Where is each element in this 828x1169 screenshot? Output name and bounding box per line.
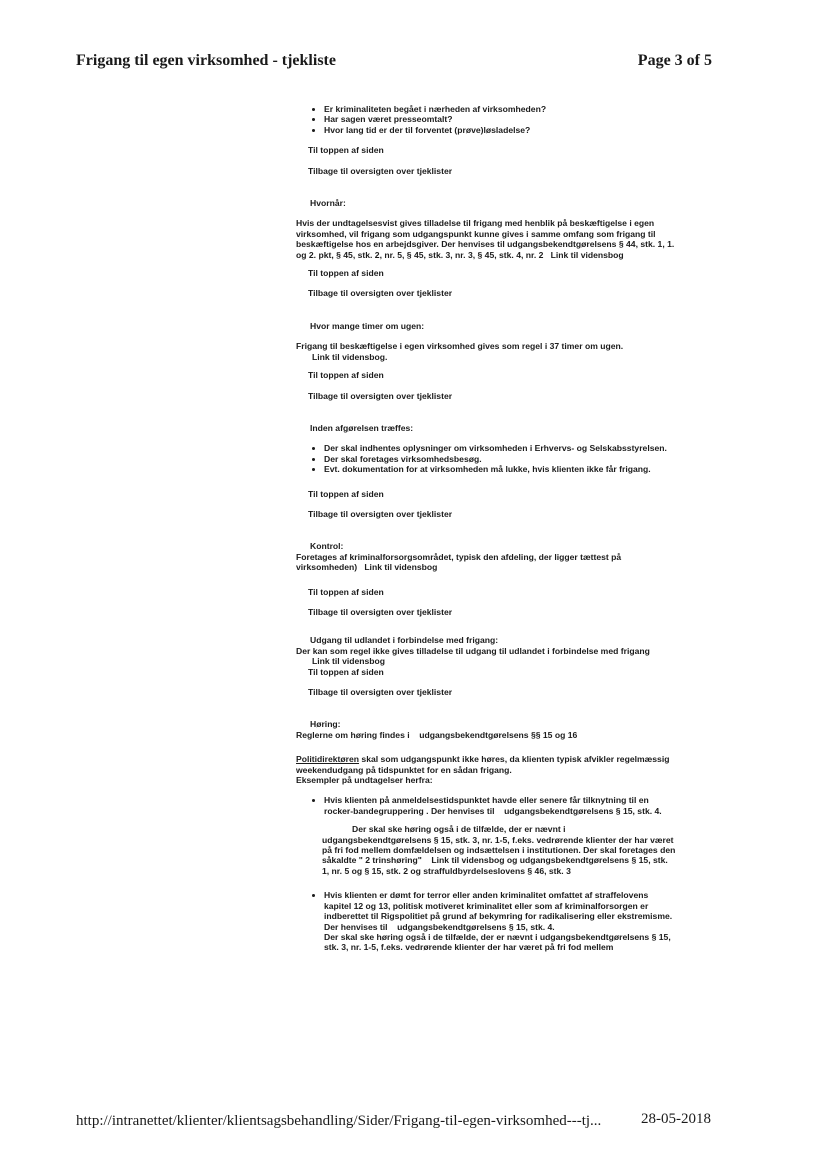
horing-text	[296, 730, 676, 740]
vidensbog-link[interactable]: Link til vidensbog	[364, 562, 438, 573]
hvornaar-text	[296, 218, 676, 260]
nav-top-link[interactable]: Til toppen af siden	[308, 268, 384, 279]
udgang-text: Der kan som regel ikke gives tilladelse til udgang til udlandet i forbindelse med frigang	[296, 645, 650, 656]
list-item: • Evt. dokumentation for at virksomheden må lukke, hvis klienten ikke får frigang.	[324, 464, 676, 474]
nav-back-link[interactable]: Tilbage til oversigten over tjeklister	[308, 390, 453, 401]
example-2-sub: Der skal ske høring også i de tilfælde, der er nævnt i udgangsbekendtgørelsens § 15, stk. 3, nr. 1-5, f.eks. vedrørende klienter der har været på fri fod mellem	[324, 931, 671, 953]
intro-bullet-list	[310, 104, 676, 135]
list-item: • Der skal indhentes oplysninger om virksomheden i Erhvervs- og Selskabsstyrelsen.	[324, 443, 676, 453]
example-2-text: Hvis klienten er dømt for terror eller anden kriminalitet omfattet af straffelovens kapitel 12 og 13, politisk motiveret kriminalitet eller som af kriminalforsorgen er indberettet til Rigspolitiet på grund af bekymring for radikalisering eller ekstremisme. Der henvises til	[324, 890, 673, 932]
list-item	[324, 795, 676, 876]
document-body	[296, 104, 676, 953]
nav-back-link[interactable]: Tilbage til oversigten over tjeklister	[308, 606, 453, 617]
inden-bullet-list	[310, 443, 676, 474]
example-1-text: Hvis klienten på anmeldelsestidspunktet havde eller senere får tilknytning til en rocker-bandegruppering . Der henvises til	[324, 795, 649, 816]
page-number: Page 3 of 5	[637, 52, 712, 69]
example-1-ref: udgangsbekendtgørelsens § 15, stk. 4.	[504, 805, 662, 816]
politi-paragraph	[296, 754, 676, 775]
section-heading-inden: Inden afgørelsen træffes:	[310, 422, 414, 433]
footer-date: 28-05-2018	[641, 1111, 711, 1127]
example-1-sub	[322, 824, 676, 876]
nav-back-link[interactable]: Tilbage til oversigten over tjeklister	[308, 288, 453, 299]
example-1-sub-refs: udgangsbekendtgørelsens § 15, stk. 1, nr. 5 og § 15, stk. 2 og straffuldbyrdelseslovens § 46, stk. 3	[322, 855, 668, 876]
example-2-ref: udgangsbekendtgørelsens § 15, stk. 4.	[397, 921, 555, 932]
horing-ref: udgangsbekendtgørelsens §§ 15 og 16	[419, 729, 578, 740]
section-heading-timer: Hvor mange timer om ugen:	[310, 320, 425, 331]
section-heading-hvornaar: Hvornår:	[310, 198, 346, 209]
list-item: • Er kriminaliteten begået i nærheden af virksomheden?	[324, 104, 676, 114]
nav-back-link[interactable]: Tilbage til oversigten over tjeklister	[308, 165, 453, 176]
examples-list	[310, 795, 676, 952]
section-heading-horing: Høring:	[310, 719, 341, 730]
politidirektoeren-link[interactable]: Politidirektøren	[296, 754, 360, 765]
politi-text: skal som udgangspunkt ikke høres, da klienten typisk afvikler regelmæssig weekendudgang på tidspunktet for en sådan frigang.	[296, 754, 670, 775]
section-heading-kontrol: Kontrol:	[310, 541, 344, 552]
nav-back-link[interactable]: Tilbage til oversigten over tjeklister	[308, 508, 453, 519]
list-item: • Har sagen været presseomtalt?	[324, 114, 676, 124]
list-item: • Der skal foretages virksomhedsbesøg.	[324, 454, 676, 464]
timer-text: Frigang til beskæftigelse i egen virksomhed gives som regel i 37 timer om ugen.	[296, 341, 624, 352]
nav-top-link[interactable]: Til toppen af siden	[308, 586, 384, 597]
vidensbog-link[interactable]: Link til vidensbog og	[431, 855, 518, 866]
vidensbog-link[interactable]: Link til vidensbog	[312, 656, 386, 667]
nav-back-link[interactable]: Tilbage til oversigten over tjeklister	[308, 687, 453, 697]
page-header-title: Frigang til egen virksomhed - tjekliste	[76, 52, 336, 69]
hvornaar-body: Hvis der undtagelsesvist gives tilladelse til frigang med henblik på beskæftigelse i egen virksomhed, vil frigang som udgangspunkt kunne gives i samme omfang som frigang til beskæftigelse hos en arbejdsgiver. Der henvises til udgangsbekendtgørelsens § 44, stk. 1, 1. og 2. pkt, § 45, stk. 2, nr. 5, § 45, stk. 3, nr. 3, § 45, stk. 4, nr. 2	[296, 218, 675, 260]
examples-label: Eksempler på undtagelser herfra:	[296, 775, 433, 786]
list-item: • Hvor lang tid er der til forventet (prøve)løsladelse?	[324, 125, 676, 135]
nav-top-link[interactable]: Til toppen af siden	[308, 370, 384, 381]
list-item	[324, 890, 676, 952]
kontrol-body: Foretages af kriminalforsorgsområdet, typisk den afdeling, der ligger tættest på virksomheden)	[296, 551, 622, 573]
vidensbog-link[interactable]: Link til vidensbog	[550, 249, 624, 260]
kontrol-text	[296, 552, 676, 573]
nav-top-link[interactable]: Til toppen af siden	[308, 145, 384, 156]
section-heading-udgang: Udgang til udlandet i forbindelse med frigang:	[310, 635, 499, 646]
nav-top-link[interactable]: Til toppen af siden	[308, 488, 384, 499]
nav-top-link[interactable]: Til toppen af siden	[308, 666, 384, 677]
horing-body: Reglerne om høring findes i	[296, 729, 410, 740]
example-1-sub-text: Der skal ske høring også i de tilfælde, der er nævnt i udgangsbekendtgørelsens § 15, stk. 3, nr. 1-5, f.eks. vedrørende klienter der har været på fri fod mellem domfældelsen og indsættelsen i institutionen. Der skal foretages den såkaldte " 2 trinshøring"	[322, 824, 676, 866]
vidensbog-link[interactable]: Link til vidensbog.	[312, 351, 388, 362]
footer-url: http://intranettet/klienter/klientsagsbehandling/Sider/Frigang-til-egen-virksomhed---tj...	[76, 1113, 602, 1129]
